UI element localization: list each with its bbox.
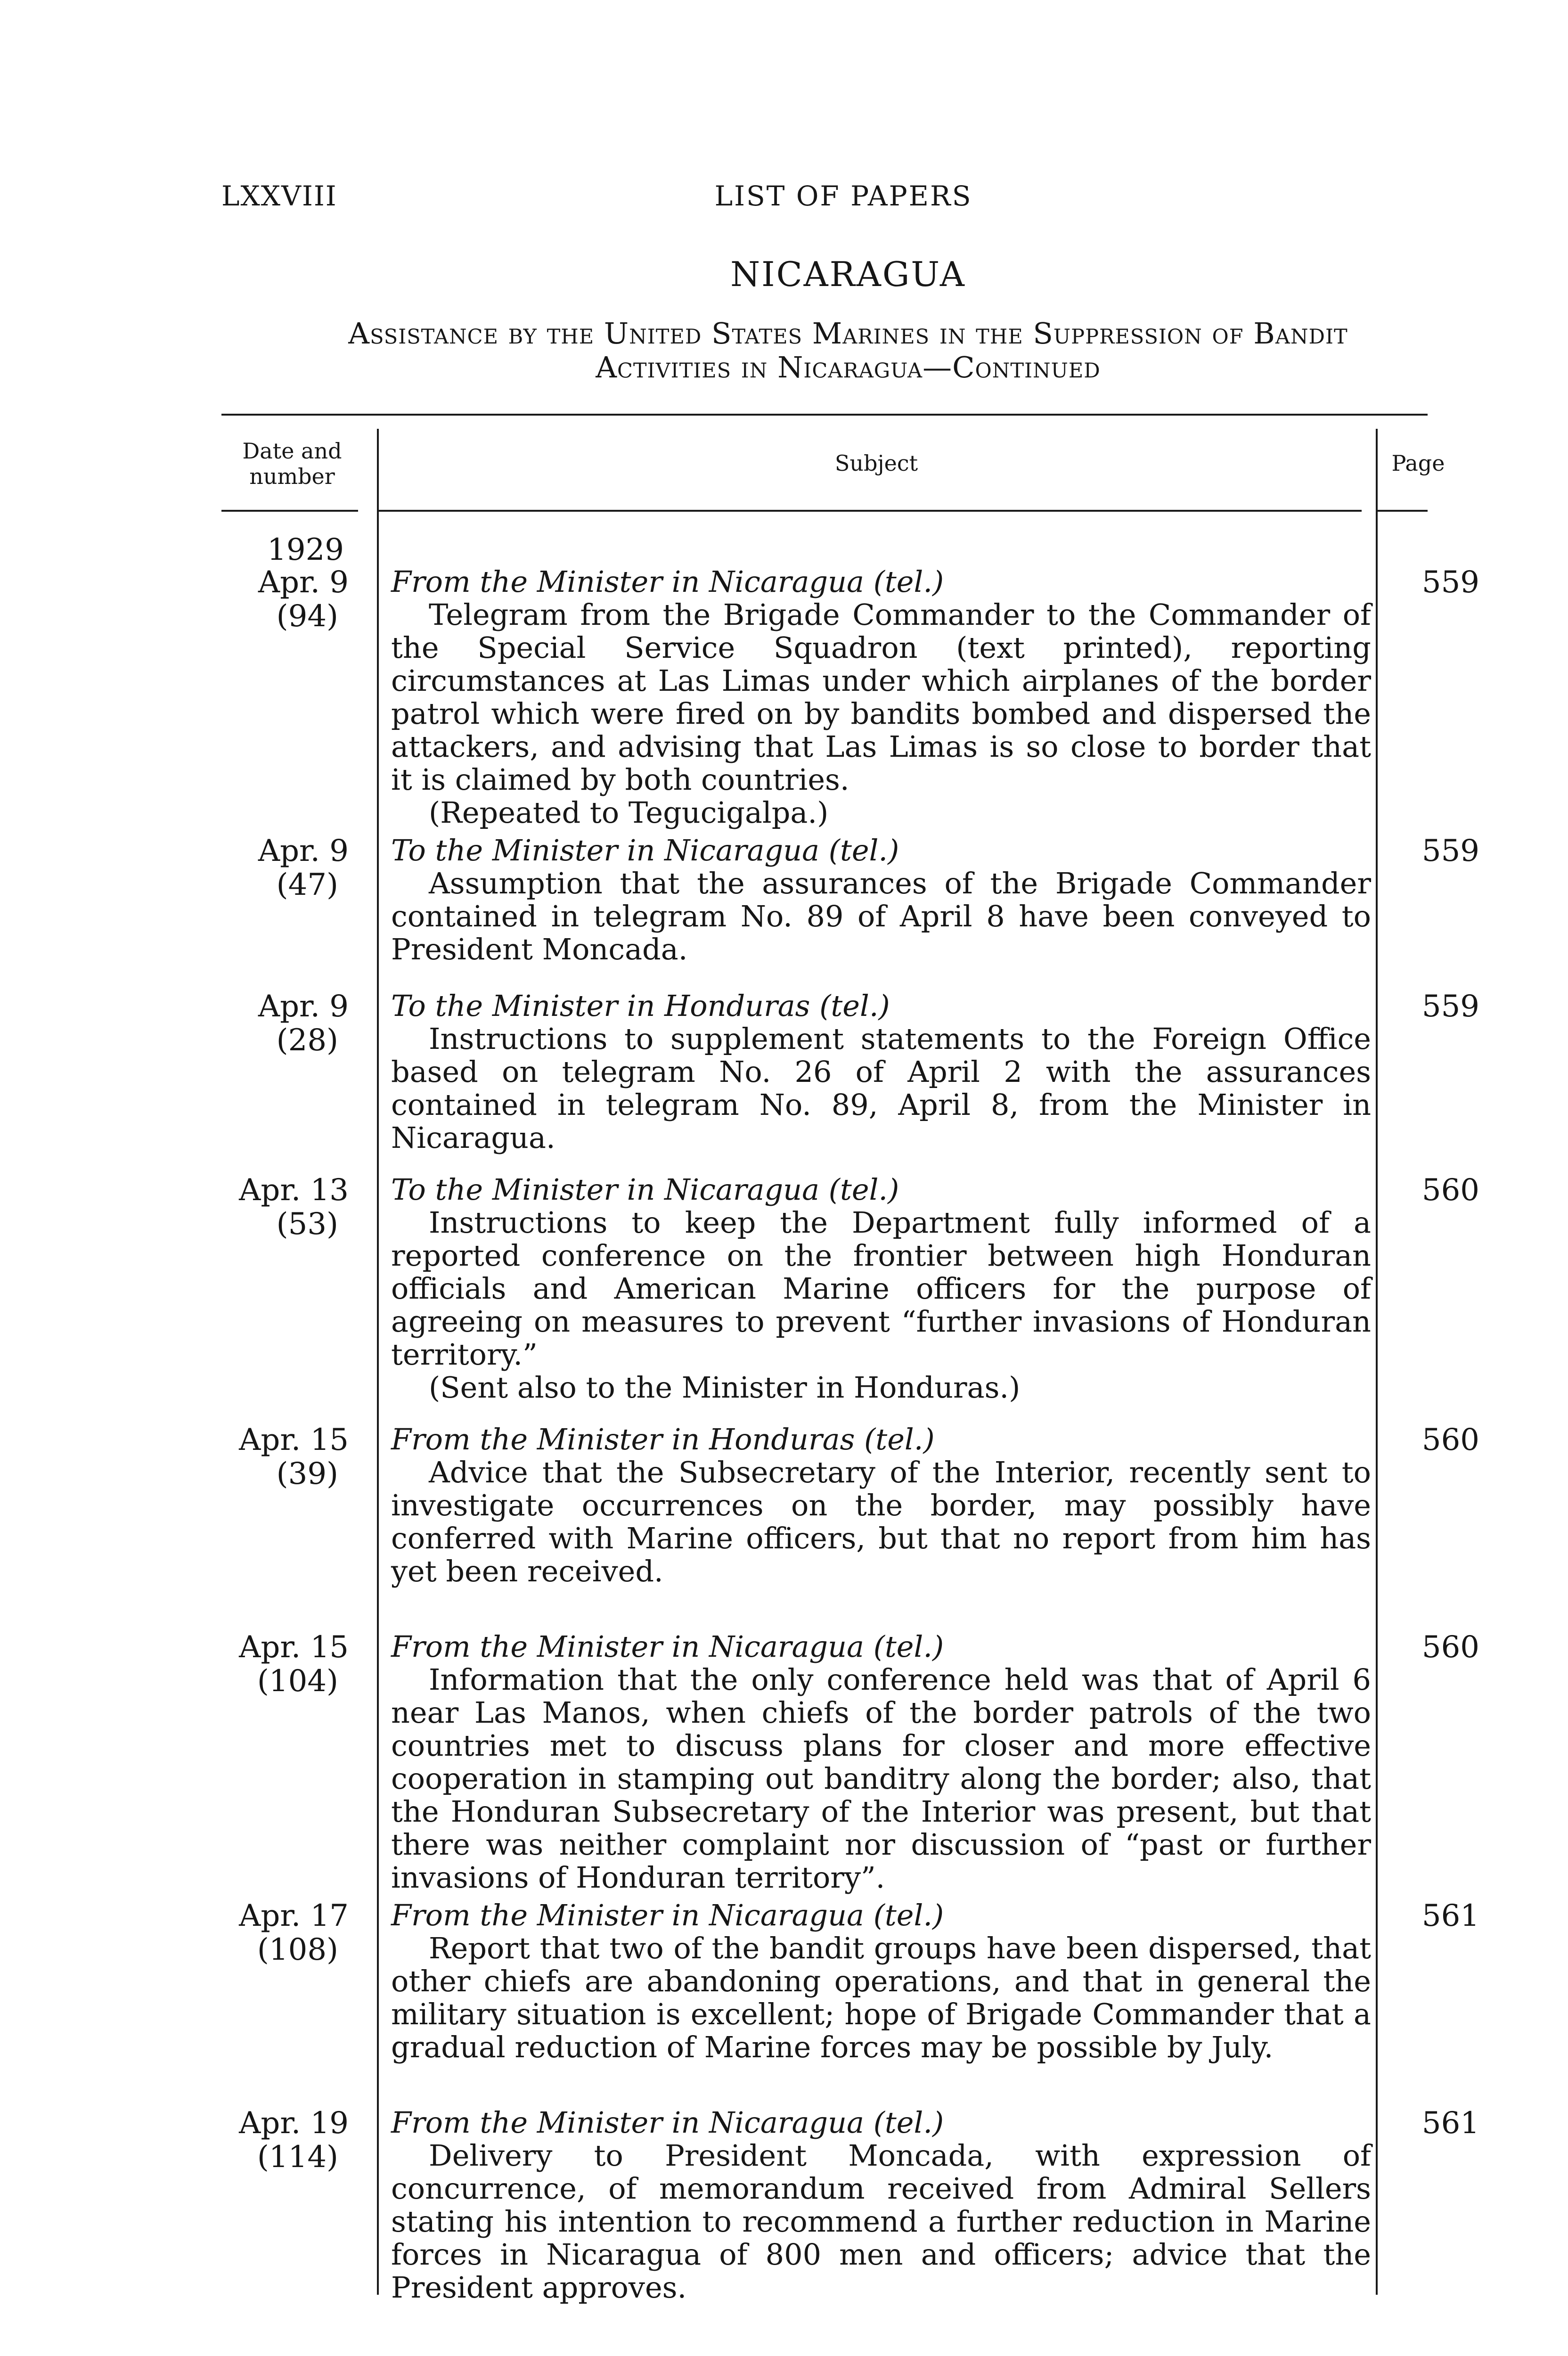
- entry-date-text: Apr. 15: [239, 1423, 349, 1457]
- entry-text: Information that the only conference held was that of April 6 near Las Manos, when chiefs of the border patrols of the two countries met to discuss plans for closer and more effective cooperation in stamping out banditry along the border; also, that the Honduran Subsecretary of the Interior was present, but that there was neither complaint nor discussion of “past or further invasions of Honduran territory”.: [391, 1662, 1371, 1895]
- entry-number: (28): [276, 1023, 338, 1058]
- entry-heading: From the Minister in Honduras (tel.): [391, 1422, 935, 1456]
- entry-subject: [391, 990, 1371, 1154]
- entry-page: 559: [1421, 989, 1479, 1024]
- entry-date: [207, 1899, 349, 1967]
- entry-number: (108): [257, 1932, 338, 1967]
- entry-subject: [391, 2106, 1371, 2304]
- entry-heading: From the Minister in Nicaragua (tel.): [391, 564, 944, 599]
- entry-subject: [391, 565, 1371, 829]
- column-header-page: Page: [1391, 450, 1445, 476]
- entry-text: Telegram from the Brigade Commander to the Commander of the Special Service Squadron (text printed), reporting circumstances at Las Limas under which airplanes of the border patrol which were fired on by bandits bombed and dispersed the attackers, and advising that Las Limas is so close to border that it is claimed by both countries.: [391, 597, 1371, 797]
- column-header-date-line: Date and: [242, 438, 342, 464]
- entry-page: 560: [1421, 1423, 1479, 1457]
- running-title: LIST OF PAPERS: [714, 180, 972, 212]
- entry-page: 559: [1421, 565, 1479, 600]
- entry-date: [207, 1423, 349, 1491]
- entry-note: (Sent also to the Minister in Honduras.): [429, 1370, 1021, 1405]
- entry-number: (104): [257, 1664, 338, 1699]
- entry-date: [207, 565, 349, 633]
- column-divider: [1376, 429, 1378, 2295]
- entry-page: 561: [1421, 2106, 1479, 2141]
- entry-text: Report that two of the bandit groups have been dispersed, that other chiefs are abandoning operations, and that in general the military situation is excellent; hope of Brigade Commander that a gradual reduction of Marine forces may be possible by July.: [391, 1931, 1371, 2064]
- entry-number: (39): [276, 1456, 338, 1491]
- entry-heading: To the Minister in Nicaragua (tel.): [391, 1172, 899, 1207]
- entry-number: (114): [257, 2140, 338, 2175]
- entry-date-text: Apr. 15: [239, 1630, 349, 1665]
- entry-subject: [391, 1423, 1371, 1588]
- column-divider: [377, 429, 379, 2295]
- entry-date: [207, 1173, 349, 1241]
- entry-text: Advice that the Subsecretary of the Interior, recently sent to investigate occurrences on the border, may possibly have conferred with Marine officers, but that no report from him has yet been received.: [391, 1455, 1371, 1588]
- entry-heading: From the Minister in Nicaragua (tel.): [391, 1898, 944, 1932]
- entry-number: (53): [276, 1207, 338, 1242]
- entry-date: [207, 2106, 349, 2174]
- running-head: [221, 180, 1465, 218]
- entry-text: Assumption that the assurances of the Brigade Commander contained in telegram No. 89 of April 8 have been conveyed to President Moncada.: [391, 866, 1371, 966]
- entry-text: Instructions to supplement statements to the Foreign Office based on telegram No. 26 of April 2 with the assurances contained in telegram No. 89, April 8, from the Minister in Nicaragua.: [391, 1022, 1371, 1155]
- entry-number: (94): [276, 599, 338, 634]
- entry-heading: To the Minister in Honduras (tel.): [391, 989, 890, 1023]
- column-header-date: [221, 438, 363, 489]
- entry-page: 561: [1421, 1898, 1479, 1933]
- entry-date-text: Apr. 19: [239, 2106, 349, 2141]
- year-label: 1929: [267, 532, 344, 567]
- entry-subject: [391, 1899, 1371, 2064]
- entry-date-text: Apr. 13: [239, 1173, 349, 1208]
- entry-date: [207, 1630, 349, 1698]
- table-top-rule: [221, 414, 1428, 416]
- section-subtitle-line: Assistance by the United States Marines in the Suppression of Bandit: [348, 316, 1348, 351]
- entry-page: 560: [1421, 1173, 1479, 1208]
- entry-note: (Repeated to Tegucigalpa.): [429, 795, 829, 830]
- entry-date: [207, 834, 349, 902]
- entry-text: Instructions to keep the Department fully informed of a reported conference on the frontier between high Honduran officials and American Marine officers for the purpose of agreeing on measures to prevent “further invasions of Honduran territory.”: [391, 1205, 1371, 1372]
- header-rule: [377, 510, 1362, 512]
- column-header-subject: Subject: [834, 450, 918, 476]
- entry-text: Delivery to President Moncada, with expression of concurrence, of memorandum received from Admiral Sellers stating his intention to recommend a further reduction in Marine forces in Nicaragua of 800 men and officers; advice that the President approves.: [391, 2138, 1371, 2305]
- entry-page: 559: [1421, 834, 1479, 868]
- entry-date: [207, 990, 349, 1057]
- page-number: LXXVIII: [221, 180, 337, 212]
- header-rule: [1376, 510, 1428, 512]
- entry-date-text: Apr. 17: [239, 1898, 349, 1933]
- entry-number: (47): [276, 867, 338, 902]
- column-header-date-line: number: [249, 464, 335, 489]
- entry-subject: [391, 1173, 1371, 1404]
- section-subtitle: [221, 317, 1475, 384]
- entry-date-text: Apr. 9: [258, 834, 349, 868]
- header-rule: [221, 510, 358, 512]
- entry-heading: From the Minister in Nicaragua (tel.): [391, 1629, 944, 1664]
- entry-heading: To the Minister in Nicaragua (tel.): [391, 833, 899, 867]
- section-title: NICARAGUA: [730, 254, 966, 294]
- section-subtitle-line: Activities in Nicaragua—Continued: [596, 350, 1101, 384]
- entry-date-text: Apr. 9: [258, 565, 349, 600]
- entry-page: 560: [1421, 1630, 1479, 1665]
- entry-subject: [391, 1630, 1371, 1894]
- entry-heading: From the Minister in Nicaragua (tel.): [391, 2105, 944, 2140]
- entry-date-text: Apr. 9: [258, 989, 349, 1024]
- entry-subject: [391, 834, 1371, 966]
